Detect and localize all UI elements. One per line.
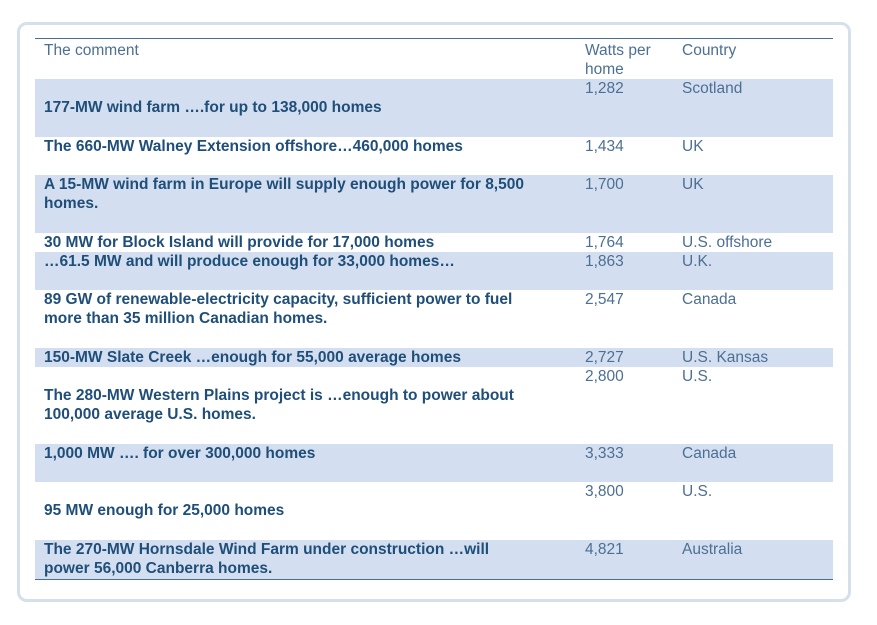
table-row — [35, 233, 833, 252]
row-comment: 150-MW Slate Creek …enough for 55,000 average homes — [44, 349, 461, 366]
row-comment: 95 MW enough for 25,000 homes — [44, 502, 285, 519]
row-country: U.S. Kansas — [682, 349, 769, 366]
table-row — [35, 367, 833, 444]
row-comment: The 280-MW Western Plains project is …enough to power about 100,000 average U.S. homes. — [44, 387, 514, 423]
homes-per-watt-table — [35, 38, 833, 580]
row-country: Canada — [682, 291, 737, 308]
row-comment: The 660-MW Walney Extension offshore…460,000 homes — [44, 138, 463, 155]
row-watts: 2,547 — [585, 291, 624, 308]
row-comment: …61.5 MW and will produce enough for 33,000 homes… — [44, 253, 455, 270]
row-comment: The 270-MW Hornsdale Wind Farm under construction …will power 56,000 Canberra homes. — [44, 541, 490, 577]
header-country: Country — [682, 42, 737, 59]
row-watts: 3,800 — [585, 483, 624, 500]
row-comment: 177-MW wind farm ….for up to 138,000 homes — [44, 99, 382, 116]
table-row — [35, 482, 833, 540]
table-header — [35, 38, 833, 80]
row-watts: 1,282 — [585, 80, 624, 97]
row-country: UK — [682, 138, 704, 155]
row-country: Australia — [682, 541, 743, 558]
row-watts: 1,764 — [585, 234, 624, 251]
table-row — [35, 540, 833, 579]
header-comment: The comment — [44, 42, 139, 59]
row-watts: 2,800 — [585, 368, 624, 385]
row-comment: 30 MW for Block Island will provide for 17,000 homes — [44, 234, 435, 251]
row-watts: 2,727 — [585, 349, 624, 366]
row-comment: 1,000 MW …. for over 300,000 homes — [44, 445, 316, 462]
table-row — [35, 79, 833, 137]
table-row — [35, 252, 833, 290]
table-row — [35, 175, 833, 233]
row-country: U.S. offshore — [682, 234, 773, 251]
row-country: UK — [682, 176, 704, 193]
row-comment: 89 GW of renewable-electricity capacity, sufficient power to fuel more than 35 million Canadian homes. — [44, 291, 513, 327]
header-watts-per-home: Watts per home — [585, 42, 651, 78]
table-row — [35, 290, 833, 348]
table-row — [35, 137, 833, 175]
table-row — [35, 348, 833, 367]
row-comment: A 15-MW wind farm in Europe will supply enough power for 8,500 homes. — [44, 176, 524, 212]
row-watts: 3,333 — [585, 445, 624, 462]
row-country: U.K. — [682, 253, 713, 270]
row-country: U.S. — [682, 483, 713, 500]
row-watts: 1,700 — [585, 176, 624, 193]
row-country: Canada — [682, 445, 737, 462]
table-bottom-rule — [35, 579, 833, 580]
row-watts: 1,863 — [585, 253, 624, 270]
row-watts: 1,434 — [585, 138, 624, 155]
row-country: U.S. — [682, 368, 713, 385]
row-watts: 4,821 — [585, 541, 624, 558]
row-country: Scotland — [682, 80, 743, 97]
table-row — [35, 444, 833, 482]
